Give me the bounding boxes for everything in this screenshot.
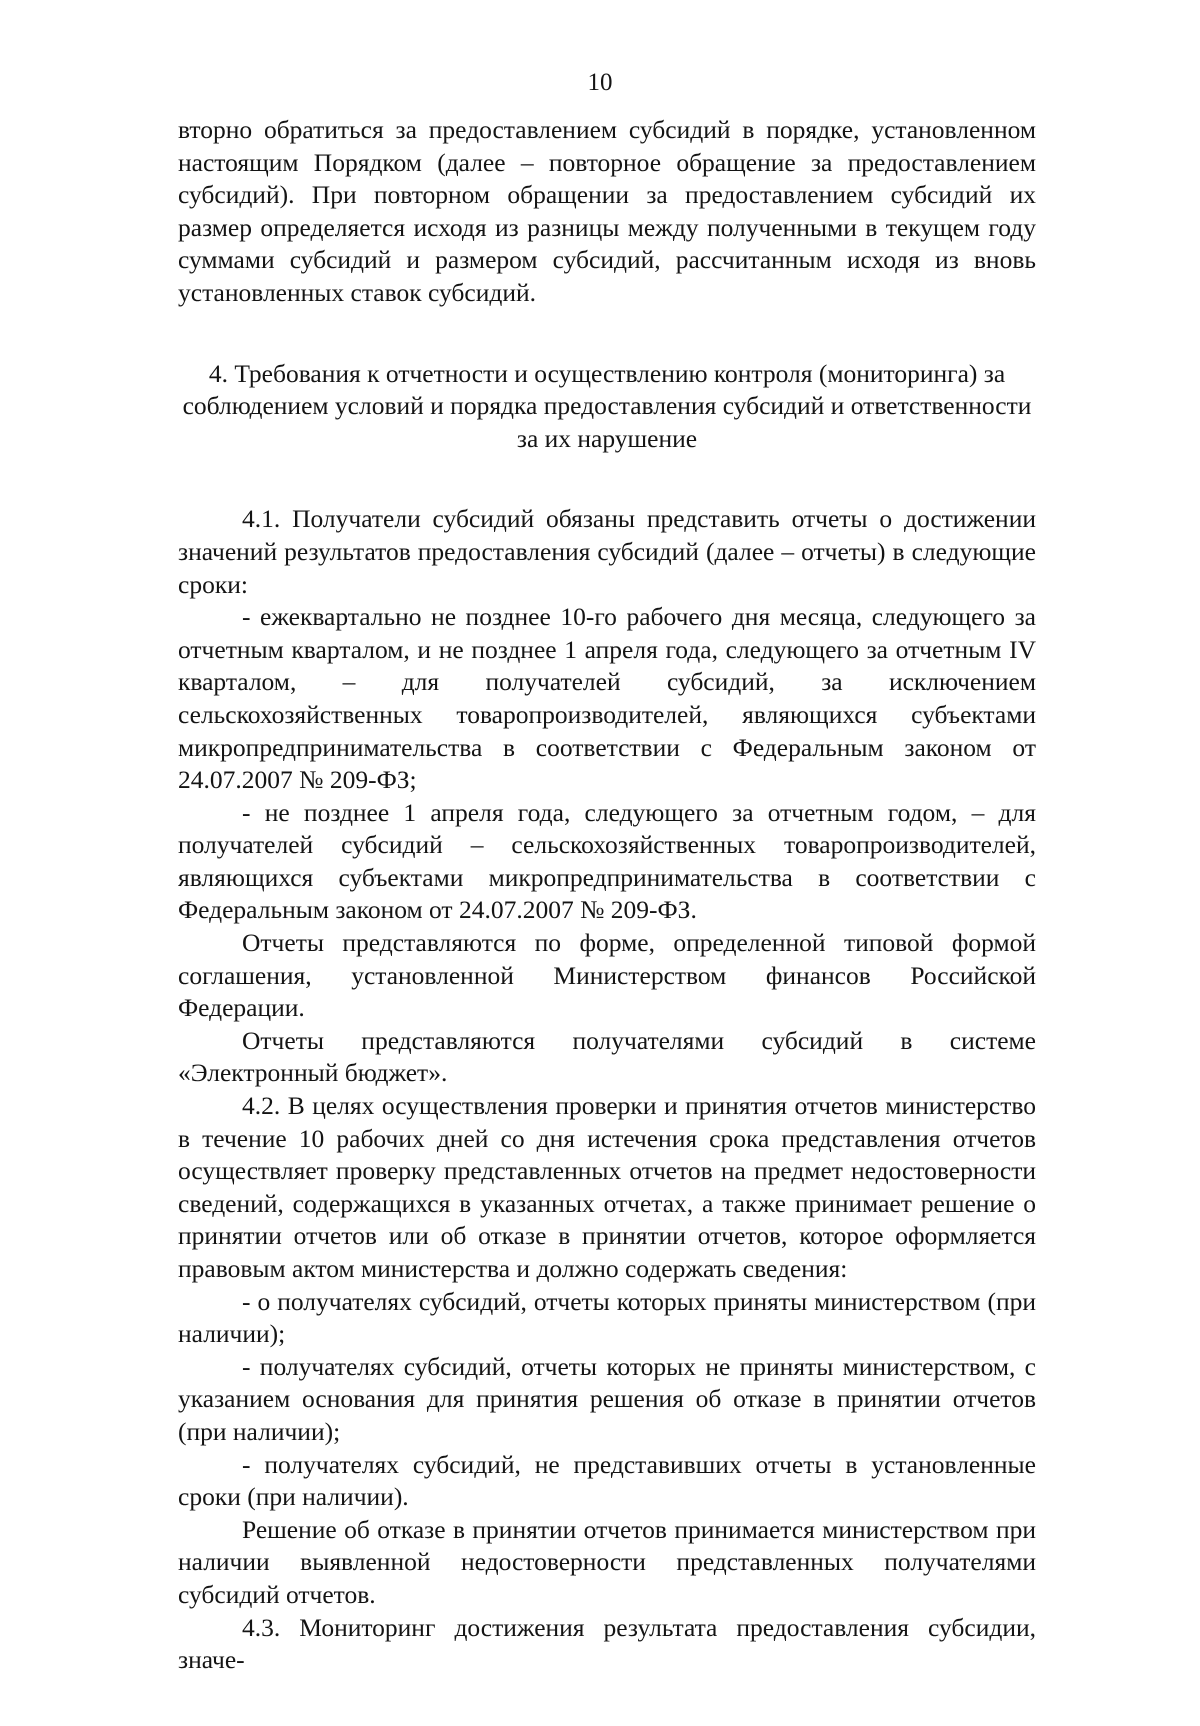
list-item-annual: - не позднее 1 апреля года, следующего за отчетным годом, – для получателей субсидий – сельскохозяйственных товаропроизводителей, являющихся субъектами микропредпринимательства в соответствии с Федеральным законом от 24.07.2007 № 209-ФЗ. [178,797,1036,925]
paragraph-electronic-budget: Отчеты представляются получателями субсидий в системе «Электронный бюджет». [178,1025,1036,1088]
paragraph-4-1: 4.1. Получатели субсидий обязаны представить отчеты о достижении значений результатов предоставления субсидий (далее – отчеты) в следующие сроки: [178,504,1036,599]
page-number: 10 [587,69,613,96]
paragraph-report-form: Отчеты представляются по форме, определенной типовой формой соглашения, установленной Министерством финансов Российской Федерации. [178,928,1036,1023]
list-item-accepted: - о получателях субсидий, отчеты которых приняты министерством (при наличии); [178,1286,1036,1349]
list-item-quarterly: - ежеквартально не позднее 10-го рабочего дня месяца, следующего за отчетным кварталом, и не позднее 1 апреля года, следующего за отчетным IV кварталом, – для получателей субсидий, за исключением сельскохозяйственных товаропроизводителей, являющихся субъектами микропредпринимательства в соответствии с Федеральным законом от 24.07.2007 № 209-ФЗ; [178,602,1036,795]
paragraph-4-3: 4.3. Мониторинг достижения результата предоставления субсидии, значе- [178,1612,1036,1675]
list-item-rejected: - получателях субсидий, отчеты которых не приняты министерством, с указанием основания для принятия решения об отказе в принятии отчетов (при наличии); [178,1351,1036,1446]
paragraph-4-2: 4.2. В целях осуществления проверки и принятия отчетов министерство в течение 10 рабочих дней со дня истечения срока представления отчетов осуществляет проверку представленных отчетов на предмет недостоверности сведений, содержащихся в указанных отчетах, а также принимает решение о принятии отчетов или об отказе в принятии отчетов, которое оформляется правовым актом министерства и должно содержать сведения: [178,1091,1036,1283]
list-item-not-submitted: - получателях субсидий, не представивших отчеты в установленные сроки (при наличии). [178,1449,1036,1512]
paragraph-refusal-decision: Решение об отказе в принятии отчетов принимается министерством при наличии выявленной недостоверности представленных получателями субсидий отчетов. [178,1514,1036,1609]
section-heading: 4. Требования к отчетности и осуществлению контроля (мониторинга) за соблюдением условий и порядка предоставления субсидий и ответственности за их нарушение [182,358,1032,453]
intro-paragraph: вторно обратиться за предоставлением субсидий в порядке, установленном настоящим Порядком (далее – повторное обращение за предоставлением субсидий). При повторном обращении за предоставлением субсидий их размер определяется исходя из разницы между полученными в текущем году суммами субсидий и размером субсидий, рассчитанным исходя из вновь установленных ставок субсидий. [178,115,1036,307]
document-body [178,114,1036,1677]
